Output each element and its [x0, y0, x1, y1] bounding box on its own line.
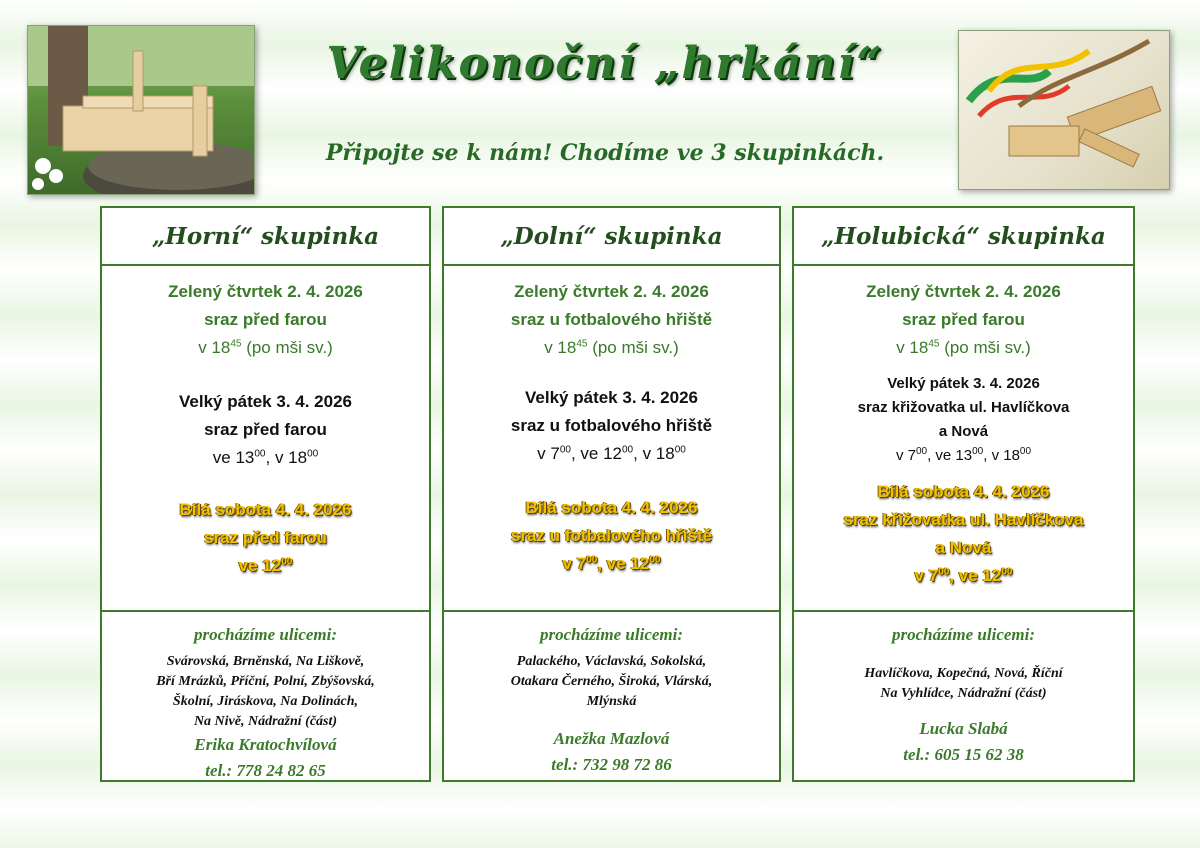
leader-name: Erika Kratochvílová	[194, 735, 337, 754]
thursday-place: sraz před farou	[204, 310, 327, 329]
friday-date: Velký pátek 3. 4. 2026	[179, 392, 352, 411]
streets-label: procházíme ulicemi:	[891, 625, 1036, 644]
thursday-time: v $18^{45}$ (po mši sv.)	[896, 338, 1031, 357]
saturday-place: sraz křižovatka ul. Havlíčkova a Nová	[843, 510, 1084, 557]
thursday-place: sraz u fotbalového hřiště	[510, 310, 713, 329]
group-schedule	[794, 266, 1133, 612]
friday-place: sraz před farou	[204, 420, 327, 439]
group-title: „Holubická“ skupinka	[794, 208, 1133, 266]
group-card-dolni	[442, 206, 781, 782]
thursday-place: sraz před farou	[902, 310, 1025, 329]
leader-name: Lucka Slabá	[919, 719, 1008, 738]
group-schedule	[444, 266, 779, 612]
friday-times: v $7^{00}$, ve $12^{00}$, v $18^{00}$	[537, 444, 686, 463]
page-subtitle: Připojte se k nám! Chodíme ve 3 skupinkách.	[325, 140, 885, 166]
leader-name: Anežka Mazlová	[553, 729, 670, 748]
group-footer	[444, 624, 779, 778]
streets-list: Svárovská, Brněnská, Na Liškově, Bří Mrázků, Příční, Polní, Zbýšovská, Školní, Jiráskova, Na Dolinách, Na Nivě, Nádražní (část)	[156, 654, 375, 729]
saturday-date: Bílá sobota 4. 4. 2026	[525, 498, 698, 517]
group-title: „Dolní“ skupinka	[444, 208, 779, 266]
friday-date: Velký pátek 3. 4. 2026	[525, 388, 698, 407]
friday-times: ve $13^{00}$, v $18^{00}$	[212, 448, 319, 467]
thursday-date: Zelený čtvrtek 2. 4. 2026	[514, 282, 709, 301]
saturday-place: sraz u fotbalového hřiště	[510, 526, 713, 545]
rattle-garden-photo	[27, 25, 255, 195]
friday-times: v $7^{00}$, ve $13^{00}$, v $18^{00}$	[895, 446, 1032, 464]
page-title: Velikonoční „hrkání“	[326, 38, 884, 89]
leader-phone: tel.: 732 98 72 86	[551, 755, 672, 774]
group-card-horni	[100, 206, 431, 782]
group-footer	[102, 624, 429, 784]
saturday-times: v $7^{00}$, ve $12^{00}$	[914, 566, 1013, 585]
saturday-date: Bílá sobota 4. 4. 2026	[179, 500, 352, 519]
streets-label: procházíme ulicemi:	[193, 625, 338, 644]
thursday-time: v $18^{45}$ (po mši sv.)	[544, 338, 679, 357]
thursday-date: Zelený čtvrtek 2. 4. 2026	[866, 282, 1061, 301]
saturday-times: v $7^{00}$, ve $12^{00}$	[562, 554, 661, 573]
friday-date: Velký pátek 3. 4. 2026	[887, 375, 1040, 392]
thursday-date: Zelený čtvrtek 2. 4. 2026	[168, 282, 363, 301]
streets-list: Havlíčkova, Kopečná, Nová, Říční Na Vyhlídce, Nádražní (část)	[864, 666, 1063, 701]
group-schedule	[102, 266, 429, 612]
streets-label: procházíme ulicemi:	[539, 625, 684, 644]
saturday-date: Bílá sobota 4. 4. 2026	[877, 482, 1050, 501]
leader-phone: tel.: 605 15 62 38	[903, 745, 1024, 764]
thursday-time: v $18^{45}$ (po mši sv.)	[198, 338, 333, 357]
group-footer	[794, 624, 1133, 768]
leader-phone: tel.: 778 24 82 65	[205, 761, 326, 780]
saturday-place: sraz před farou	[204, 528, 327, 547]
group-title: „Horní“ skupinka	[102, 208, 429, 266]
friday-place: sraz u fotbalového hřiště	[510, 416, 713, 435]
saturday-times: ve $12^{00}$	[238, 556, 293, 575]
friday-place: sraz křižovatka ul. Havlíčkova a Nová	[857, 399, 1070, 440]
group-card-holubicka	[792, 206, 1135, 782]
streets-list: Palackého, Václavská, Sokolská, Otakara Černého, Široká, Vlárská, Mlýnská	[510, 654, 713, 709]
rattle-ribbons-photo	[958, 30, 1170, 190]
